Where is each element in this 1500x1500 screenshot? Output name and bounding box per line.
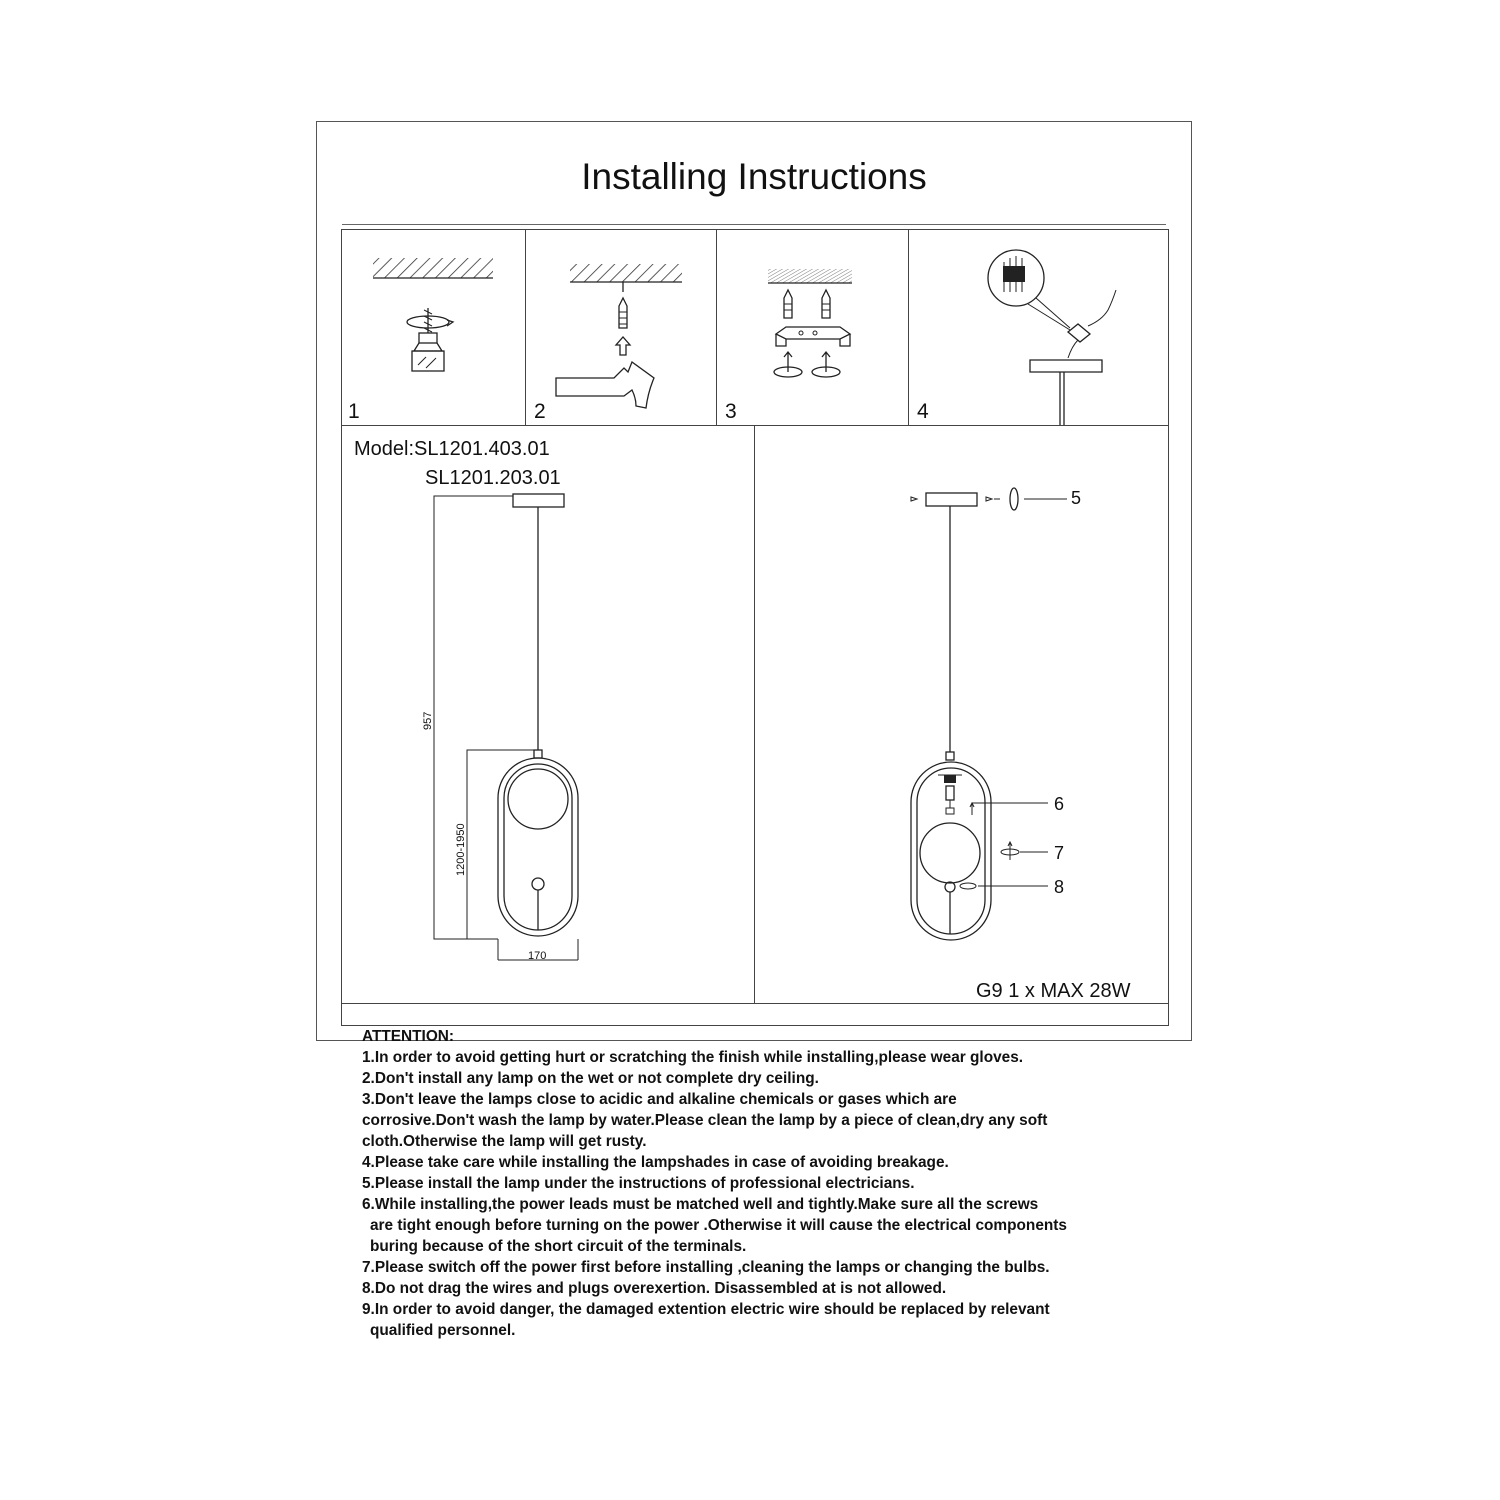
pendant-dimension-drawing — [434, 494, 578, 960]
model-number-primary: Model:SL1201.403.01 — [354, 438, 550, 460]
bulb-specification: G9 1 x MAX 28W — [976, 980, 1131, 1002]
attention-line: 2.Don't install any lamp on the wet or not complete dry ceiling. — [362, 1070, 819, 1087]
step1-drill-illustration — [373, 258, 493, 371]
attention-line: corrosive.Don't wash the lamp by water.Please clean the lamp by a piece of clean,dry any soft — [362, 1112, 1048, 1129]
attention-notes — [362, 1026, 1162, 1341]
dimension-height-range: 1200-1950 — [455, 823, 467, 876]
attention-heading: ATTENTION: — [362, 1028, 455, 1045]
attention-line: 5.Please install the lamp under the instructions of professional electricians. — [362, 1175, 915, 1192]
attention-line: 7.Please switch off the power first before installing ,cleaning the lamps or changing the bulbs. — [362, 1259, 1050, 1276]
attention-line: qualified personnel. — [370, 1322, 516, 1339]
attention-line: 8.Do not drag the wires and plugs overexertion. Disassembled at is not allowed. — [362, 1280, 947, 1297]
callout-8: 8 — [1054, 877, 1065, 897]
step-number-2: 2 — [534, 400, 546, 423]
callout-7: 7 — [1054, 843, 1065, 863]
step3-bracket-illustration — [768, 269, 852, 377]
attention-line: 9.In order to avoid danger, the damaged extention electric wire should be replaced by relevant — [362, 1301, 1050, 1318]
callout-6: 6 — [1054, 794, 1065, 814]
attention-line: buring because of the short circuit of the terminals. — [370, 1238, 747, 1255]
step-number-4: 4 — [917, 400, 929, 423]
attention-line: 6.While installing,the power leads must be matched well and tightly.Make sure all the screws — [362, 1196, 1039, 1213]
dimension-height-total: 957 — [422, 711, 434, 730]
attention-line: are tight enough before turning on the power .Otherwise it will cause the electrical components — [370, 1217, 1067, 1234]
step4-wiring-illustration — [988, 250, 1116, 425]
page-title: Installing Instructions — [581, 156, 927, 197]
dimension-width: 170 — [528, 950, 547, 962]
attention-line: 4.Please take care while installing the lampshades in case of avoiding breakage. — [362, 1154, 949, 1171]
attention-line: 1.In order to avoid getting hurt or scratching the finish while installing,please wear gloves. — [362, 1049, 1024, 1066]
attention-line: cloth.Otherwise the lamp will get rusty. — [362, 1133, 647, 1150]
step-number-3: 3 — [725, 400, 737, 423]
model-number-secondary: SL1201.203.01 — [425, 467, 561, 489]
step-number-1: 1 — [348, 400, 360, 423]
attention-line: 3.Don't leave the lamps close to acidic and alkaline chemicals or gases which are — [362, 1091, 957, 1108]
callout-5: 5 — [1071, 488, 1082, 508]
pendant-exploded-drawing — [911, 488, 1067, 940]
step2-hammer-illustration — [556, 264, 682, 408]
